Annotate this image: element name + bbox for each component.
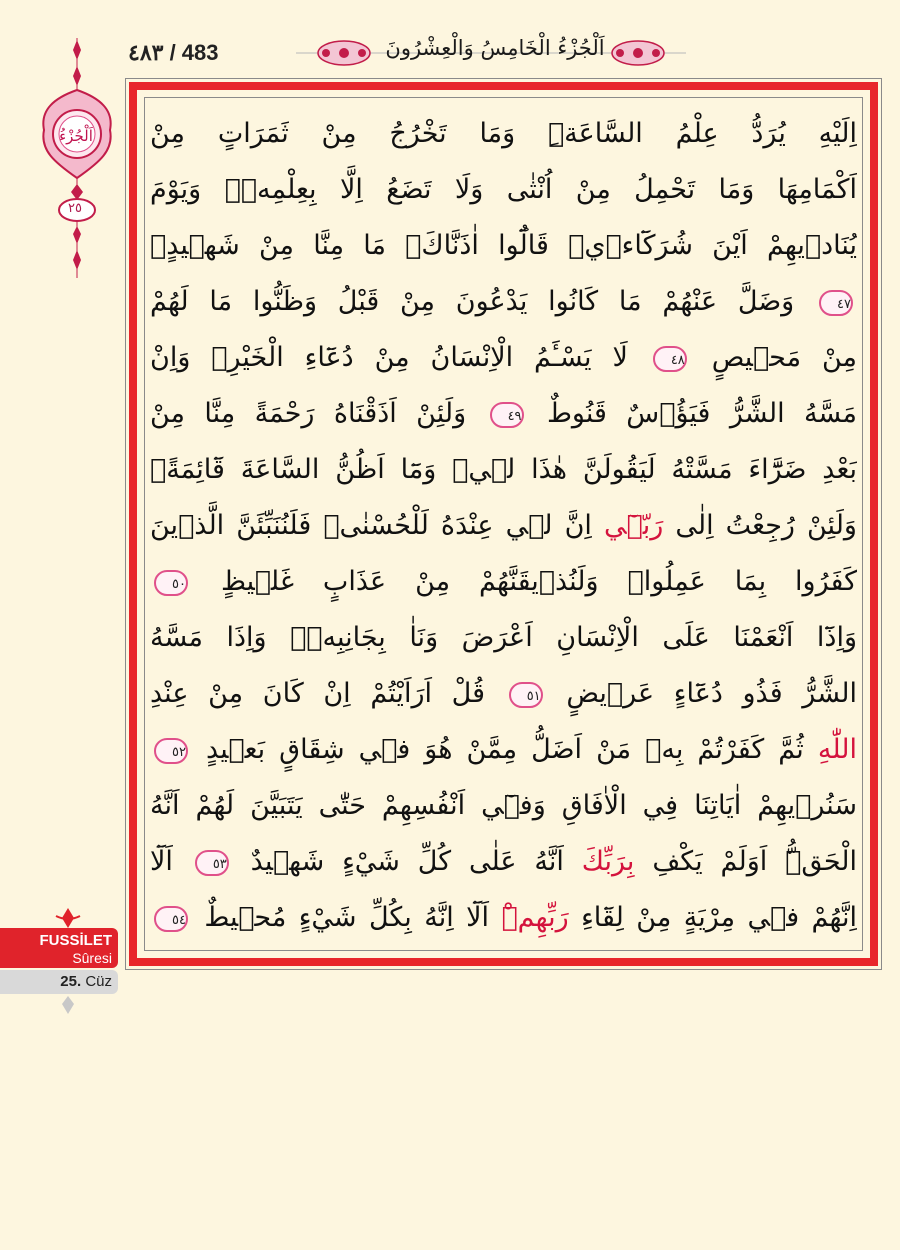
verse-line-7 [150, 440, 857, 500]
verse-text: وَضَلَّ عَنْهُمْ مَا كَانُوا يَدْعُونَ مِنْ قَبْلُ وَظَنُّوا مَا لَهُمْ [150, 286, 795, 317]
ayah-number-54: ٥٤ [154, 906, 188, 932]
juz-tab-word: Cüz [85, 973, 112, 990]
ayah-number-49: ٤٩ [490, 402, 524, 428]
ayah-number-47: ٤٧ [819, 290, 853, 316]
juz-medallion-icon [40, 38, 114, 278]
verse-text: وَلَئِنْ اَذَقْنَاهُ رَحْمَةً مِنَّا مِنْ [150, 398, 467, 429]
ayah-number-48: ٤٨ [653, 346, 687, 372]
verse-text: اِلَيْهِ يُرَدُّ عِلْمُ السَّاعَةِۜ وَمَا تَخْرُجُ مِنْ ثَمَرَاتٍ مِنْ [150, 118, 857, 149]
juz-label [0, 972, 112, 992]
divine-name-highlight: بِرَبِّكَ [581, 846, 635, 877]
verse-line-15 [150, 888, 857, 948]
verse-line-5 [150, 328, 857, 388]
ayah-number-52: ٥٢ [154, 738, 188, 764]
verse-line-13 [150, 776, 857, 836]
verse-text: الْحَقُّۜ اَوَلَمْ يَكْفِ [652, 846, 857, 877]
verse-text: اَلَٓا اِنَّهُ بِكُلِّ شَيْءٍ مُحٖيطٌ [204, 902, 490, 933]
verse-text: اِنَّ لٖي عِنْدَهُ لَلْحُسْنٰىۚ فَلَنُنَبِّئَنَّ الَّذٖينَ [150, 510, 592, 541]
verse-text: كَفَرُوا بِمَا عَمِلُواۘ وَلَنُذٖيقَنَّهُمْ مِنْ عَذَابٍ غَلٖيظٍ [220, 566, 857, 597]
verse-text: مِنْ مَحٖيصٍ [711, 342, 857, 373]
divine-name-highlight: اللّٰهِ [817, 734, 857, 765]
verse-area [150, 104, 857, 944]
juz-medallion-text: اَلْجُزْءُ [59, 127, 93, 145]
surah-label: Sûresi [72, 950, 112, 966]
ayah-number-51: ٥١ [509, 682, 543, 708]
verse-line-3 [150, 216, 857, 276]
divine-name-highlight: رَبِّهِمْۜ [501, 902, 569, 933]
verse-line-4 [150, 272, 857, 332]
verse-text: سَنُرٖيهِمْ اٰيَاتِنَا فِي الْاٰفَاقِ وَفٖٓي اَنْفُسِهِمْ حَتّٰى يَتَبَيَّنَ لَهُمْ اَنَّهُ [150, 790, 857, 821]
ayah-number-50: ٥٠ [154, 570, 188, 596]
verse-line-10 [150, 608, 857, 668]
verse-line-8 [150, 496, 857, 556]
juz-tab-number: 25. [60, 973, 82, 990]
verse-text: اَنَّهُ عَلٰى كُلِّ شَيْءٍ شَهٖيدٌ [250, 846, 564, 877]
verse-line-2 [150, 160, 857, 220]
page-number: ٤٨٣ / 483 [128, 40, 219, 65]
verse-text: قُلْ اَرَاَيْتُمْ اِنْ كَانَ مِنْ عِنْدِ [150, 678, 485, 709]
verse-text: يُنَادٖيهِمْ اَيْنَ شُرَكَٓاءٖيۙ قَالُٓوا اٰذَنَّاكَۙ مَا مِنَّا مِنْ شَهٖيدٍۚ [150, 230, 857, 261]
verse-line-14 [150, 832, 857, 892]
ayah-number-53: ٥٣ [195, 850, 229, 876]
verse-text: بَعْدِ ضَرَّٓاءَ مَسَّتْهُ لَيَقُولَنَّ هٰذَا لٖيۙ وَمَٓا اَظُنُّ السَّاعَةَ قَٓائِمَةًۙ [150, 454, 857, 485]
surah-name: FUSSİLET [39, 932, 112, 949]
verse-text: مَسَّهُ الشَّرُّ فَيَؤُ۫سٌ قَنُوطٌ [546, 398, 857, 429]
verse-text: لَا يَسْـَٔمُ الْاِنْسَانُ مِنْ دُعَٓاءِ الْخَيْرِۘ وَاِنْ [150, 342, 628, 373]
verse-text: الشَّرُّ فَذُو دُعَٓاءٍ عَرٖيضٍ [566, 678, 857, 709]
verse-line-12 [150, 720, 857, 780]
verse-line-11 [150, 664, 857, 724]
verse-text: وَاِذَٓا اَنْعَمْنَا عَلَى الْاِنْسَانِ اَعْرَضَ وَنَاٰ بِجَانِبِهٖۚ وَاِذَا مَسَّهُ [150, 622, 857, 653]
verse-line-6 [150, 384, 857, 444]
juz-title: اَلْجُزْءُ الْخَامِسُ وَالْعِشْرُونَ [385, 36, 605, 60]
verse-line-1 [150, 104, 857, 164]
juz-number-medallion: ٢٥ [68, 201, 82, 216]
verse-text: ثُمَّ كَفَرْتُمْ بِهٖ مَنْ اَضَلُّ مِمَّنْ هُوَ فٖي شِقَاقٍ بَعٖيدٍ [206, 734, 804, 765]
verse-text: اَلَٓا [150, 846, 173, 877]
verse-text: اَكْمَامِهَا وَمَا تَحْمِلُ مِنْ اُنْثٰى وَلَا تَضَعُ اِلَّا بِعِلْمِهٖۜ وَيَوْمَ [150, 174, 857, 205]
divine-name-highlight: رَبّٖٓي [604, 510, 664, 541]
verse-text: وَلَئِنْ رُجِعْتُ اِلٰى [675, 510, 857, 541]
verse-text: اِنَّهُمْ فٖي مِرْيَةٍ مِنْ لِقَٓاءِ [581, 902, 857, 933]
verse-line-9 [150, 552, 857, 612]
